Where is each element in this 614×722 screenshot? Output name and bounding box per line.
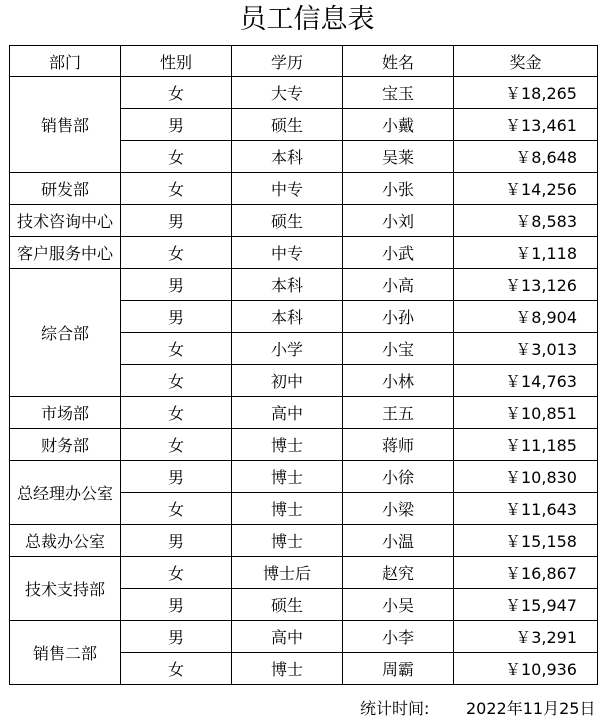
header-bonus: 奖金 [454,46,598,77]
education-cell: 博士 [232,493,343,525]
gender-cell: 男 [121,589,232,621]
education-cell: 博士 [232,653,343,685]
education-cell: 硕生 [232,589,343,621]
name-cell: 王五 [343,397,454,429]
header-name: 姓名 [343,46,454,77]
name-cell: 小刘 [343,205,454,237]
header-gender: 性别 [121,46,232,77]
bonus-cell: ￥8,583 [454,205,598,237]
dept-cell: 总经理办公室 [10,461,121,525]
education-cell: 博士 [232,429,343,461]
name-cell: 小宝 [343,333,454,365]
gender-cell: 女 [121,77,232,109]
bonus-cell: ￥1,118 [454,237,598,269]
gender-cell: 女 [121,493,232,525]
name-cell: 小梁 [343,493,454,525]
bonus-cell: ￥13,461 [454,109,598,141]
name-cell: 宝玉 [343,77,454,109]
header-dept: 部门 [10,46,121,77]
education-cell: 硕生 [232,205,343,237]
stats-time-label: 统计时间: [360,699,430,718]
bonus-cell: ￥3,013 [454,333,598,365]
table-row [10,269,598,301]
gender-cell: 男 [121,301,232,333]
dept-cell: 研发部 [10,173,121,205]
name-cell: 小李 [343,621,454,653]
bonus-cell: ￥16,867 [454,557,598,589]
gender-cell: 女 [121,173,232,205]
bonus-cell: ￥10,936 [454,653,598,685]
gender-cell: 女 [121,333,232,365]
gender-cell: 女 [121,653,232,685]
name-cell: 小吴 [343,589,454,621]
dept-cell: 财务部 [10,429,121,461]
gender-cell: 女 [121,237,232,269]
education-cell: 高中 [232,397,343,429]
education-cell: 本科 [232,301,343,333]
name-cell: 小孙 [343,301,454,333]
bonus-cell: ￥14,763 [454,365,598,397]
name-cell: 吴莱 [343,141,454,173]
gender-cell: 男 [121,109,232,141]
table-header-row [10,46,598,77]
name-cell: 蒋师 [343,429,454,461]
table-row [10,237,598,269]
education-cell: 本科 [232,269,343,301]
table-row [10,525,598,557]
table-row [10,173,598,205]
bonus-cell: ￥8,904 [454,301,598,333]
bonus-cell: ￥18,265 [454,77,598,109]
dept-cell: 销售二部 [10,621,121,685]
education-cell: 中专 [232,173,343,205]
name-cell: 小张 [343,173,454,205]
name-cell: 小温 [343,525,454,557]
bonus-cell: ￥10,830 [454,461,598,493]
name-cell: 小高 [343,269,454,301]
education-cell: 中专 [232,237,343,269]
education-cell: 博士 [232,525,343,557]
table-row [10,621,598,653]
name-cell: 小徐 [343,461,454,493]
gender-cell: 男 [121,205,232,237]
table-body [10,77,598,685]
dept-cell: 销售部 [10,77,121,173]
name-cell: 小林 [343,365,454,397]
dept-cell: 综合部 [10,269,121,397]
bonus-cell: ￥11,643 [454,493,598,525]
bonus-cell: ￥3,291 [454,621,598,653]
gender-cell: 女 [121,141,232,173]
education-cell: 硕生 [232,109,343,141]
dept-cell: 市场部 [10,397,121,429]
education-cell: 大专 [232,77,343,109]
gender-cell: 男 [121,525,232,557]
education-cell: 博士后 [232,557,343,589]
table-row [10,429,598,461]
gender-cell: 女 [121,429,232,461]
bonus-cell: ￥15,158 [454,525,598,557]
gender-cell: 女 [121,365,232,397]
table-row [10,77,598,109]
dept-cell: 客户服务中心 [10,237,121,269]
dept-cell: 总裁办公室 [10,525,121,557]
education-cell: 本科 [232,141,343,173]
gender-cell: 男 [121,461,232,493]
bonus-cell: ￥15,947 [454,589,598,621]
bonus-cell: ￥8,648 [454,141,598,173]
table-row [10,461,598,493]
table-row [10,557,598,589]
stats-time-value: 2022年11月25日 [466,699,596,718]
employee-table [9,45,598,685]
gender-cell: 女 [121,397,232,429]
gender-cell: 女 [121,557,232,589]
table-row [10,397,598,429]
bonus-cell: ￥14,256 [454,173,598,205]
education-cell: 博士 [232,461,343,493]
gender-cell: 男 [121,621,232,653]
page-title: 员工信息表 [239,4,375,35]
bonus-cell: ￥11,185 [454,429,598,461]
education-cell: 初中 [232,365,343,397]
footer [0,696,614,718]
bonus-cell: ￥10,851 [454,397,598,429]
name-cell: 赵究 [343,557,454,589]
dept-cell: 技术咨询中心 [10,205,121,237]
education-cell: 小学 [232,333,343,365]
name-cell: 小武 [343,237,454,269]
education-cell: 高中 [232,621,343,653]
name-cell: 小戴 [343,109,454,141]
name-cell: 周霸 [343,653,454,685]
bonus-cell: ￥13,126 [454,269,598,301]
dept-cell: 技术支持部 [10,557,121,621]
header-education: 学历 [232,46,343,77]
table-row [10,205,598,237]
gender-cell: 男 [121,269,232,301]
